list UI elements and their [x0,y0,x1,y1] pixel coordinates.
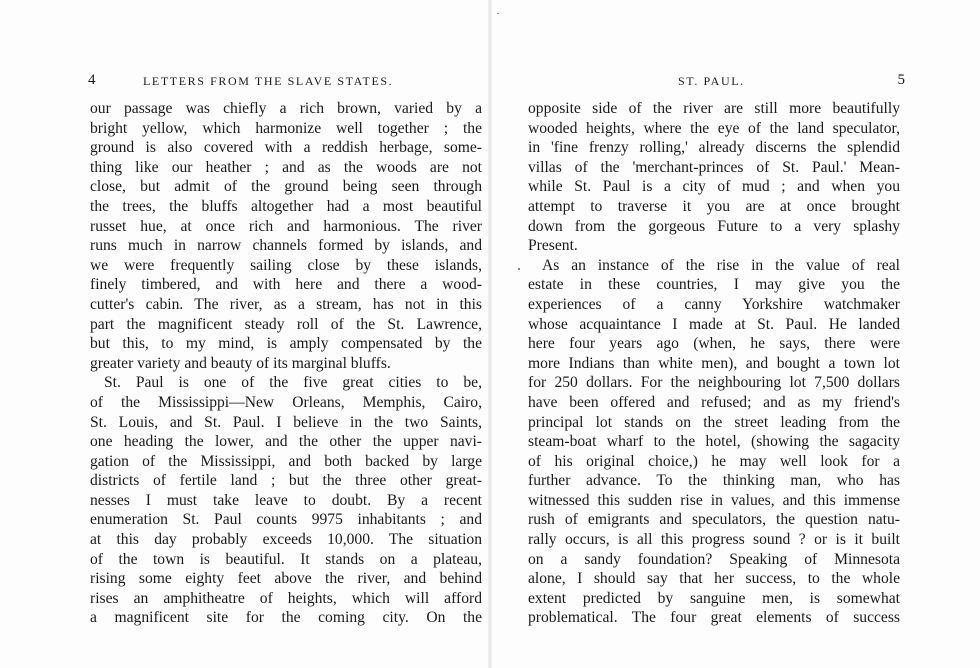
scan-speck [518,268,520,270]
text-line: finely timbered, and with here and there a wood- [90,276,482,294]
text-line: here four years ago (when, he says, there were [528,335,900,353]
text-line: opposite side of the river are still more beautifully [528,100,900,117]
text-line: villas of the 'merchant-princes of St. Paul.' Mean- [528,158,900,176]
text-line: close, but admit of the ground being seen through [90,178,482,196]
text-line: St. Paul is one of the five great cities to be, [104,374,482,392]
text-line: our passage was chiefly a rich brown, varied by a [90,100,482,117]
text-line: problematical. The four great elements of success [528,609,900,627]
text-line: have been offered and refused; and as my friend's [528,393,900,411]
text-line: russet hue, at once rich and harmonious. The river [90,217,482,235]
text-line: districts of fertile land ; but the three other great- [90,472,482,490]
text-line: at this day probably exceeds 10,000. The situation [90,531,482,549]
text-line: down from the gorgeous Future to a very splashy [528,217,900,235]
text-line: ground is also covered with a reddish herbage, some- [90,139,482,157]
text-line: but this, to my mind, is amply compensated by the [90,335,482,353]
text-line: witnessed this sudden rise in values, and this immense [528,491,900,509]
right-page [490,0,980,668]
text-line: St. Louis, and St. Paul. I believe in the two Saints, [90,413,482,431]
text-line: we were frequently sailing close by these islands, [90,256,482,274]
right-page-number: 5 [897,72,905,88]
text-line: bright yellow, which harmonize well together ; the [90,119,482,137]
text-line: rises an amphitheatre of heights, which will afford [90,589,482,607]
left-running-head [88,74,478,94]
left-page-number: 4 [88,72,96,88]
text-line: whose acquaintance I made at St. Paul. He landed [528,315,900,333]
text-line: part the magnificent steady roll of the St. Lawrence, [90,315,482,333]
text-line: the trees, the bluffs altogether had a most beautiful [90,197,482,215]
left-running-title: LETTERS FROM THE SLAVE STATES. [143,74,394,88]
text-line: thing like our heather ; and as the woods are not [90,158,482,176]
text-line: in 'fine frenzy rolling,' already discerns the splendid [528,139,900,157]
text-line: attempt to traverse it you are at once brought [528,197,900,215]
text-line: further advance. To the thinking man, who has [528,472,900,490]
text-line: gation of the Mississippi, and both backed by large [90,452,482,470]
text-line: alone, I should say that her success, to the whole [528,570,900,588]
text-line: on a sandy foundation? Speaking of Minnesota [528,550,900,568]
text-line: steam-boat wharf to the hotel, (showing the sagacity [528,433,900,451]
text-line: rally occurs, is all this progress sound ? or is it built [528,531,900,549]
text-line: more Indians than white men), and bought a town lot [528,354,900,372]
text-line: for 250 dollars. For the neighbouring lot 7,500 dollars [528,374,900,392]
text-line: a magnificent site for the coming city. On the [90,609,482,627]
left-body-text [90,99,482,628]
text-line: of the Mississippi—New Orleans, Memphis, Cairo, [90,393,482,411]
text-line: cutter's cabin. The river, as a stream, has not in this [90,295,482,313]
text-line: while St. Paul is a city of mud ; and when you [528,178,900,196]
right-running-title: ST. PAUL. [678,74,745,88]
text-line: nesses I must take leave to doubt. By a recent [90,491,482,509]
right-body-text [528,99,900,628]
text-line: wooded heights, where the eye of the land speculator, [528,119,900,137]
text-line: extent predicted by sanguine men, is somewhat [528,589,900,607]
text-line: Present. [528,237,578,255]
text-line: of the town is beautiful. It stands on a plateau, [90,550,482,568]
text-line: estate in these countries, I may give you the [528,276,900,294]
text-line: rising some eighty feet above the river, and behind [90,570,482,588]
text-line: of his original choice,) he may well look for a [528,452,900,470]
right-running-head [530,74,905,94]
text-line: As an instance of the rise in the value of real [542,256,900,274]
text-line: principal lot stands on the street leading from the [528,413,900,431]
text-line: runs much in narrow channels formed by islands, and [90,237,482,255]
text-line: greater variety and beauty of its marginal bluffs. [90,354,391,372]
text-line: experiences of a canny Yorkshire watchmaker [528,295,900,313]
text-line: one heading the lower, and the other the upper navi- [90,433,482,451]
text-line: rush of emigrants and speculators, the question natu- [528,511,900,529]
text-line: enumeration St. Paul counts 9975 inhabitants ; and [90,511,482,529]
